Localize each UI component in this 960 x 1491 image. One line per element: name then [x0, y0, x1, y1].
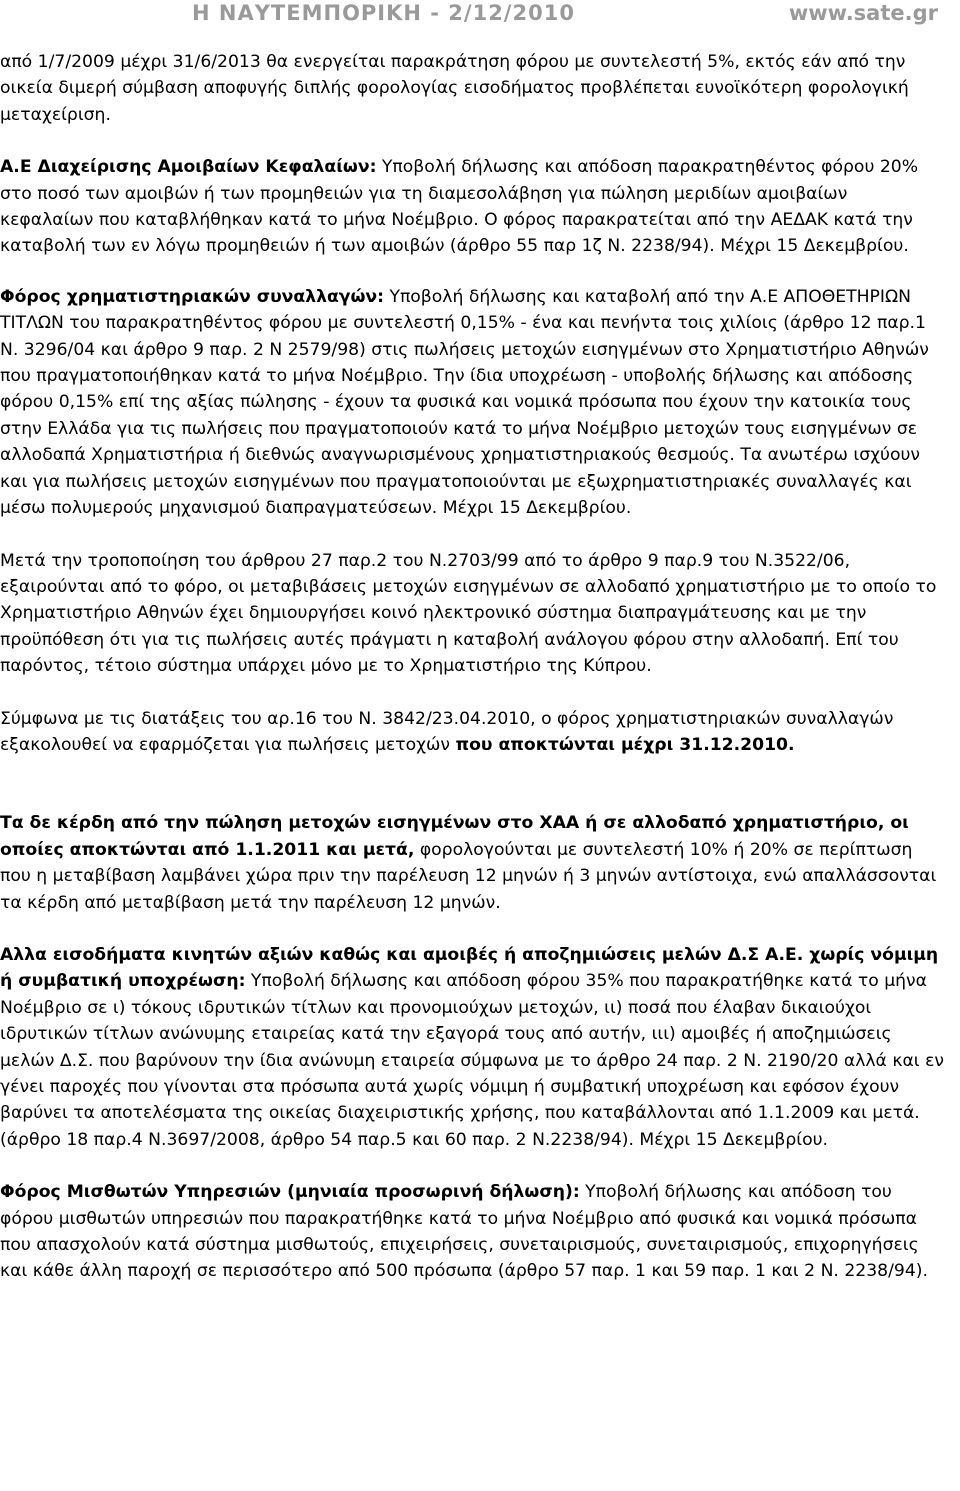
paragraph-heading: Φόρος Μισθωτών Υπηρεσιών (μηνιαία προσωρινή δήλωση):: [0, 1182, 580, 1203]
page-header: [0, 0, 960, 34]
paragraph-text: Μετά την τροποποίηση του άρθρου 27 παρ.2 του Ν.2703/99 από το άρθρο 9 παρ.9 του Ν.3522/06, εξαιρούνται από το φόρο, οι μεταβιβάσεις μετοχών εισηγμένων σε αλλοδαπό χρηματιστήριο με το οποίο το Χρηματιστήριο Αθηνών έχει δημιουργήσει κοινό ηλεκτρονικό σύστημα διαπραγμάτευσης και με την προϋπόθεση ότι για τις πωλήσεις αυτές πράγματι η καταβολή ανάλογου φόρου στην αλλοδαπή. Επί του παρόντος, τέτοιο σύστημα υπάρχει μόνο με το Χρηματιστήριο της Κύπρου.: [0, 550, 937, 677]
paragraph-heading: Α.Ε Διαχείρισης Αμοιβαίων Κεφαλαίων:: [0, 157, 377, 178]
paragraph-text: Σύμφωνα με τις διατάξεις του αρ.16 του Ν. 3842/23.04.2010, ο φόρος χρηματιστηριακών συναλλαγών εξακολουθεί να εφαρμόζεται για πωλήσεις μετοχών: [0, 708, 894, 755]
paragraph-heading: Τα δε κέρδη από την πώληση μετοχών εισηγμένων στο ΧΑΑ ή σε αλλοδαπό χρηματιστήριο, οι οποίες αποκτώνται από 1.1.2011 και μετά,: [0, 813, 909, 860]
paragraph-capital-gains: [0, 810, 944, 916]
paragraph-payroll-tax: [0, 1179, 944, 1285]
paragraph-other-income: [0, 942, 944, 1153]
newspaper-date: Η ΝΑΥΤΕΜΠΟΡΙΚΗ - 2/12/2010: [192, 1, 575, 25]
article-body: [0, 49, 944, 1285]
paragraph-text: Υποβολή δήλωσης και καταβολή από την Α.Ε ΑΠΟΘΕΤΗΡΙΩΝ ΤΙΤΛΩΝ του παρακρατηθέντος φόρου με συντελεστή 0,15% - ένα και πενήντα τοις χιλίοις (άρθρο 12 παρ.1 Ν. 3296/04 και άρθρο 9 παρ. 2 Ν 2579/98) στις πωλήσεις μετοχών εισηγμένων στο Χρηματιστήριο Αθηνών που πραγματοποιήθηκαν κατά το μήνα Νοέμβριο. Την ίδια υποχρέωση - υποβολής δήλωσης και απόδοσης φόρου 0,15% επί της αξίας πώλησης - έχουν τα φυσικά και νομικά πρόσωπα που έχουν την κατοικία τους στην Ελλάδα για τις πωλήσεις που πραγματοποιούν κατά το μήνα Νοέμβριο μετοχών τους εισηγμένων σε αλλοδαπά Χρηματιστήρια ή διεθνώς αναγνωρισμένους χρηματιστηριακούς θεσμούς. Τα ανωτέρω ισχύουν και για πωλήσεις μετοχών εισηγμένων που πραγματοποιούνται με εξωχρηματιστηριακές συναλλαγές και μέσω πολυμερούς μηχανισμού διαπραγματεύσεων. Μέχρι 15 Δεκεμβρίου.: [0, 286, 929, 519]
paragraph-amendment: [0, 548, 944, 680]
paragraph-text: Υποβολή δήλωσης και απόδοση φόρου 35% που παρακρατήθηκε κατά το μήνα Νοέμβριο σε ι) τόκους ιδρυτικών τίτλων και προνομιούχων μετοχών, ιι) ποσά που έλαβαν δικαιούχοι ιδρυτικών τίτλων ανώνυμης εταιρείας κατά την εξαγορά τους από αυτήν, ιιι) αμοιβές ή αποζημιώσεις μελών Δ.Σ. που βαρύνουν την ίδια ανώνυμη εταιρεία σύμφωνα με το άρθρο 24 παρ. 2 Ν. 2190/20 αλλά και εν γένει παροχές που γίνονται στα πρόσωπα αυτά χωρίς νόμιμη ή συμβατική υποχρέωση και εφόσον έχουν βαρύνει τα αποτελέσματα της οικείας διαχειριστικής χρήσης, που καταβάλλονται από 1.1.2009 και μετά. (άρθρο 18 παρ.4 Ν.3697/2008, άρθρο 54 παρ.5 και 60 παρ. 2 Ν.2238/94). Μέχρι 15 Δεκεμβρίου.: [0, 971, 944, 1150]
paragraph-text: από 1/7/2009 μέχρι 31/6/2013 θα ενεργείται παρακράτηση φόρου με συντελεστή 5%, εκτός εάν από την οικεία διμερή σύμβαση αποφυγής διπλής φορολογίας εισοδήματος προβλέπεται ευνοϊκότερη φορολογική μεταχείριση.: [0, 52, 909, 125]
paragraph-law-3842: [0, 706, 944, 759]
source-url: www.sate.gr: [788, 1, 938, 25]
paragraph-heading: Αλλα εισοδήματα κινητών αξιών καθώς και αμοιβές ή αποζημιώσεις μελών Δ.Σ Α.Ε. χωρίς νόμιμη ή συμβατική υποχρέωση:: [0, 944, 939, 992]
paragraph-stock-transaction-tax: [0, 284, 944, 522]
paragraph-text: Υποβολή δήλωσης και απόδοση του φόρου μισθωτών υπηρεσιών που παρακρατήθηκε κατά το μήνα Νοέμβριο από φυσικά και νομικά πρόσωπα που απασχολούν κατά σύστημα μισθωτούς, επιχειρήσεις, συνεταιρισμούς, συνεταιρισμούς, επιχορηγήσεις και κάθε άλλη παροχή σε περισσότερο από 500 πρόσωπα (άρθρο 57 παρ. 1 και 59 παρ. 1 και 2 Ν. 2238/94).: [0, 1182, 928, 1282]
paragraph-text: φορολογούνται με συντελεστή 10% ή 20% σε περίπτωση που η μεταβίβαση λαμβάνει χώρα πριν την παρέλευση 12 μηνών ή 3 μηνών αντίστοιχα, ενώ απαλλάσσονται τα κέρδη από μεταβίβαση μετά την παρέλευση 12 μηνών.: [0, 839, 937, 913]
paragraph-emphasis: που αποκτώνται μέχρι 31.12.2010.: [455, 734, 795, 755]
paragraph-mutual-funds: [0, 154, 944, 260]
paragraph-withholding-intro: [0, 49, 944, 128]
paragraph-text: Υποβολή δήλωσης και απόδοση παρακρατηθέντος φόρου 20% στο ποσό των αμοιβών ή των προμηθειών για τη διαμεσολάβηση για πώληση μεριδίων αμοιβαίων κεφαλαίων που καταβλήθηκαν κατά το μήνα Νοέμβριο. Ο φόρος παρακρατείται από την ΑΕΔΑΚ κατά την καταβολή των εν λόγω προμηθειών ή των αμοιβών (άρθρο 55 παρ 1ζ Ν. 2238/94). Μέχρι 15 Δεκεμβρίου.: [0, 157, 919, 257]
paragraph-heading: Φόρος χρηματιστηριακών συναλλαγών:: [0, 286, 384, 307]
